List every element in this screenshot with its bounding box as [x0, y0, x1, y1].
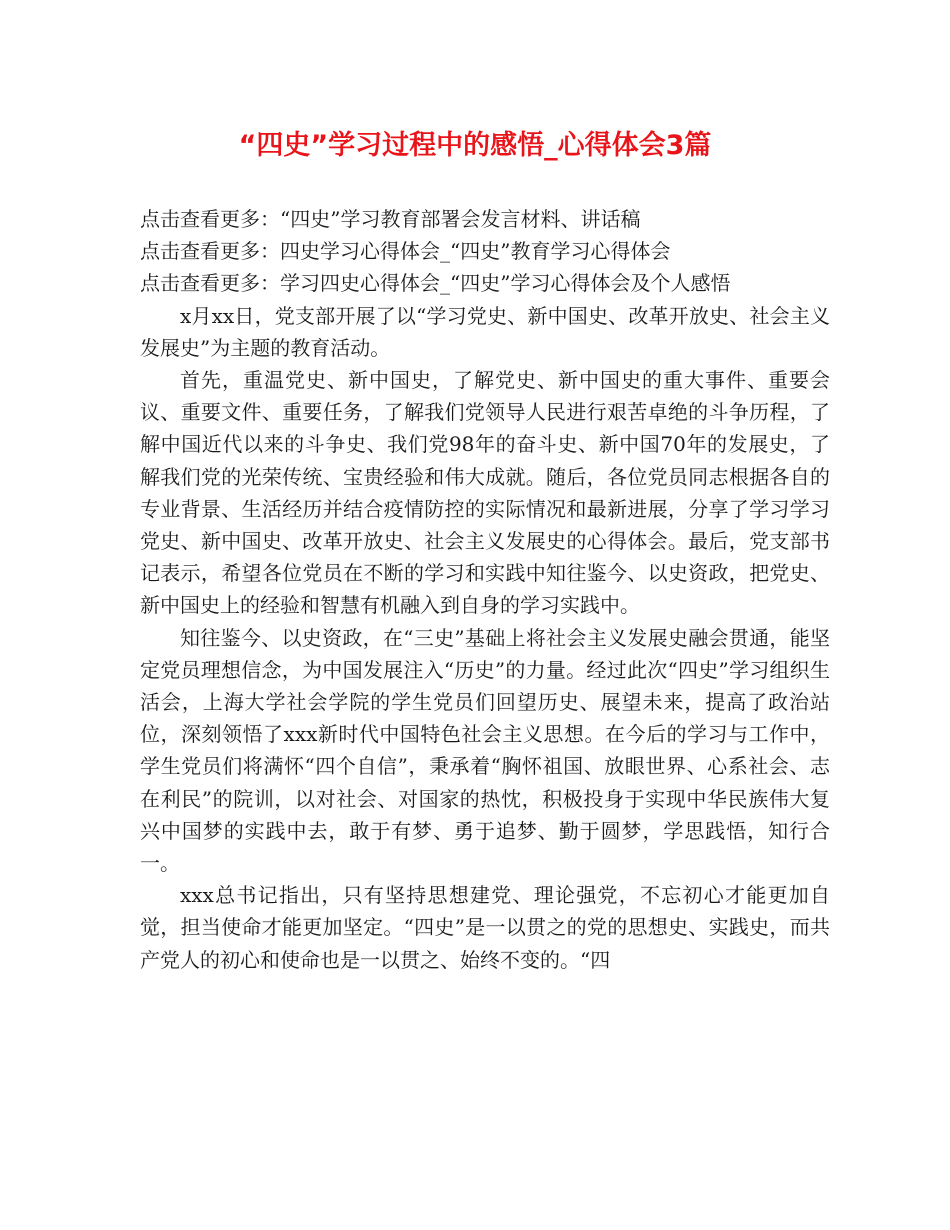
document-body	[140, 203, 830, 976]
more-link-2[interactable]: 点击查看更多：四史学习心得体会_“四史”教育学习心得体会	[140, 239, 671, 264]
paragraph-4: xxx总书记指出，只有坚持思想建党、理论强党，不忘初心才能更加自觉，担当使命才能更加坚定。“四史”是一以贯之的党的思想史、实践史，而共产党人的初心和使命也是一以贯之、始终不变的。“四	[140, 883, 830, 972]
paragraph-3: 知往鉴今、以史资政，在“三史”基础上将社会主义发展史融会贯通，能坚定党员理想信念，为中国发展注入“历史”的力量。经过此次“四史”学习组织生活会，上海大学社会学院的学生党员们回望历史、展望未来，提高了政治站位，深刻领悟了xxx新时代中国特色社会主义思想。在今后的学习与工作中，学生党员们将满怀“四个自信”，秉承着“胸怀祖国、放眼世界、心系社会、志在利民”的院训，以对社会、对国家的热忱，积极投身于实现中华民族伟大复兴中国梦的实践中去，敢于有梦、勇于追梦、勤于圆梦，学思践悟，知行合一。	[140, 625, 830, 876]
paragraph-2: 首先，重温党史、新中国史，了解党史、新中国史的重大事件、重要会议、重要文件、重要任务，了解我们党领导人民进行艰苦卓绝的斗争历程，了解中国近代以来的斗争史、我们党98年的奋斗史、新中国70年的发展史，了解我们党的光荣传统、宝贵经验和伟大成就。随后，各位党员同志根据各自的专业背景、生活经历并结合疫情防控的实际情况和最新进展，分享了学习学习党史、新中国史、改革开放史、社会主义发展史的心得体会。最后，党支部书记表示，希望各位党员在不断的学习和实践中知往鉴今、以史资政，把党史、新中国史上的经验和智慧有机融入到自身的学习实践中。	[140, 368, 830, 618]
more-link-3[interactable]: 点击查看更多：学习四史心得体会_“四史”学习心得体会及个人感悟	[140, 271, 731, 296]
paragraph-1: x月xx日，党支部开展了以“学习党史、新中国史、改革开放史、社会主义发展史”为主题的教育活动。	[140, 303, 830, 360]
more-link-1[interactable]: 点击查看更多：“四史”学习教育部署会发言材料、讲话稿	[140, 207, 641, 231]
document-title: “四史”学习过程中的感悟_心得体会3篇	[238, 130, 712, 161]
